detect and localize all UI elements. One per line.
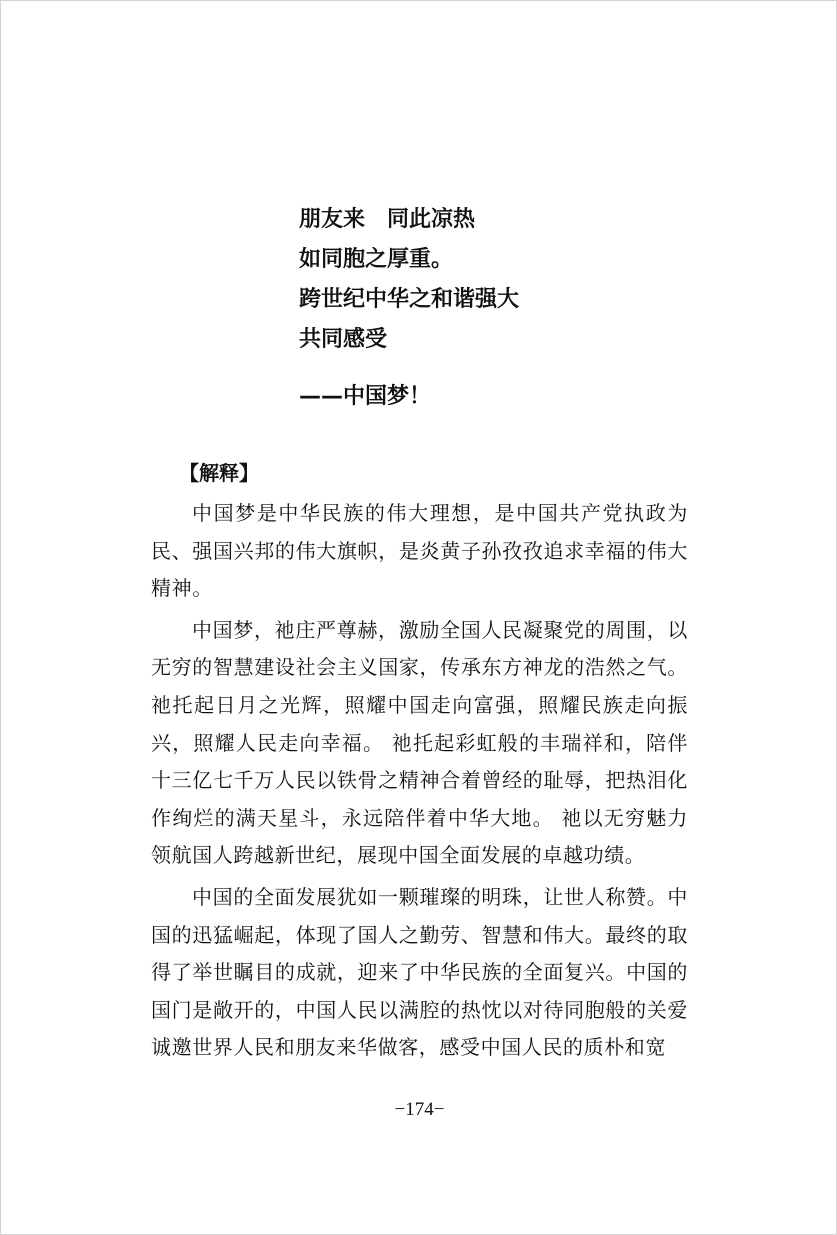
paragraph-1: 中国梦是中华民族的伟大理想，是中国共产党执政为民、强国兴邦的伟大旗帜，是炎黄子孙孜孜追求幸福的伟大精神。 <box>151 501 688 601</box>
poem-block <box>299 200 519 417</box>
poem-line-2: 如同胞之厚重。 <box>299 247 454 272</box>
poem-line-1: 朋友来 同此凉热 <box>299 207 476 232</box>
page-number: −174− <box>394 1099 445 1120</box>
explanation-body <box>151 495 688 1071</box>
paragraph-2: 中国梦，祂庄严尊赫，激励全国人民凝聚党的周围，以无穷的智慧建设社会主义国家，传承东方神龙的浩然之气。祂托起日月之光辉，照耀中国走向富强，照耀民族走向振兴，照耀人民走向幸福。 祂托起彩虹般的丰瑞祥和，陪伴十三亿七千万人民以铁骨之精神合着曾经的耻辱，把热泪化作绚烂的满天星斗，永远陪伴着中华大地。 祂以无穷魅力领航国人跨越新世纪，展现中国全面发展的卓越功绩。 <box>151 617 688 868</box>
poem-line-3: 跨世纪中华之和谐强大 <box>299 287 520 312</box>
poem-line-4: 共同感受 <box>299 327 388 352</box>
paragraph-3: 中国的全面发展犹如一颗璀璨的明珠，让世人称赞。中国的迅猛崛起，体现了国人之勤劳、智慧和伟大。最终的取得了举世瞩目的成就，迎来了中华民族的全面复兴。中国的国门是敞开的，中国人民以满腔的热忱以对待同胞般的关爱诚邀世界人民和朋友来华做客，感受中国人民的质朴和宽 <box>151 884 688 1060</box>
section-heading: 【解释】 <box>179 461 259 485</box>
poem-closing-line: ——中国梦！ <box>299 384 432 409</box>
